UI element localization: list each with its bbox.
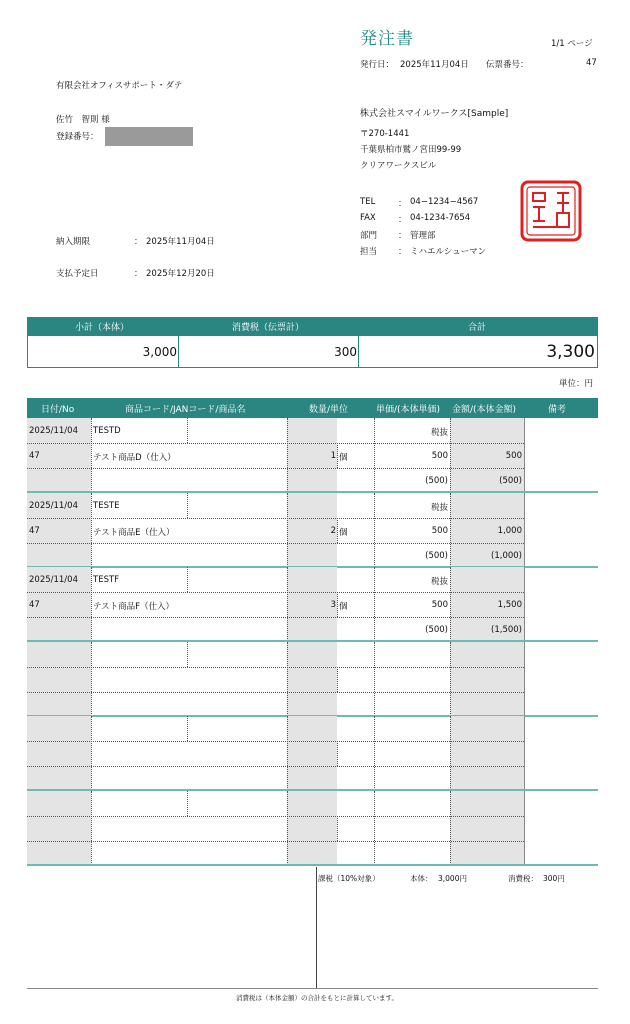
column-divider xyxy=(287,716,288,790)
item-tax-kind: 税抜 xyxy=(430,502,448,513)
item-unit: 個 xyxy=(339,602,348,612)
staff-label: 担当 xyxy=(360,247,378,257)
column-divider xyxy=(450,791,451,865)
recipient-person: 佐竹 智則 様 xyxy=(56,115,110,125)
tel-sep: ： xyxy=(398,199,407,209)
item-code: TESTE xyxy=(93,500,120,511)
column-divider xyxy=(187,716,188,741)
subtotal-label: 小計（本体） xyxy=(75,323,130,333)
tel-label: TEL xyxy=(360,197,376,207)
item-quantity: 2 xyxy=(330,525,336,536)
item-unit-price: 500 xyxy=(431,525,448,536)
column-divider xyxy=(337,518,338,543)
tax-amount-label: 消費税： xyxy=(508,874,538,883)
tax-amount-value: 300円 xyxy=(543,874,565,883)
column-divider xyxy=(374,418,375,492)
column-divider xyxy=(91,716,92,790)
column-divider xyxy=(287,418,288,492)
delivery-deadline-label: 納入期限 xyxy=(56,237,91,247)
column-divider xyxy=(374,567,375,641)
sender-address-1: 千葉県柏市鷲ノ宮田99-99 xyxy=(360,145,462,155)
column-divider xyxy=(187,642,188,667)
item-base-amount: (1,500) xyxy=(491,625,522,635)
gray-column-date xyxy=(27,791,91,865)
column-divider xyxy=(287,791,288,865)
item-base-price: (500) xyxy=(425,550,448,561)
column-divider xyxy=(91,567,92,641)
column-divider xyxy=(287,642,288,716)
slip-number: 47 xyxy=(586,58,597,68)
column-divider xyxy=(287,493,288,567)
issue-date: 2025年11月04日 xyxy=(400,60,469,70)
delivery-deadline: 2025年11月04日 xyxy=(146,237,215,247)
col-remarks: 備考 xyxy=(548,405,567,415)
gray-column-qty xyxy=(287,791,337,865)
col-unit-price: 単価/(本体単価) xyxy=(376,405,441,415)
item-base-amount: (1,000) xyxy=(491,550,522,561)
column-divider xyxy=(524,791,525,865)
fax-label: FAX xyxy=(360,213,376,223)
column-divider xyxy=(91,642,92,716)
col-qty-unit: 数量/単位 xyxy=(309,405,349,415)
column-divider xyxy=(374,642,375,716)
tax-total-value: 300 xyxy=(334,345,357,359)
col-product: 商品コード/JANコード/商品名 xyxy=(125,405,246,415)
column-divider xyxy=(337,443,338,468)
item-name: テスト商品F（仕入） xyxy=(93,602,175,612)
column-divider xyxy=(187,493,188,518)
slip-number-label: 伝票番号： xyxy=(486,60,529,70)
subtotal-value: 3,000 xyxy=(142,345,177,359)
dept-label: 部門 xyxy=(360,231,378,241)
item-unit-price: 500 xyxy=(431,600,448,610)
item-number: 47 xyxy=(29,600,40,610)
item-code: TESTF xyxy=(93,575,120,585)
payment-date: 2025年12月20日 xyxy=(146,269,215,279)
item-base-price: (500) xyxy=(425,625,448,635)
column-divider xyxy=(524,642,525,716)
item-amount: 1,000 xyxy=(497,525,522,536)
dept-name: 管理部 xyxy=(410,231,436,241)
column-divider xyxy=(187,418,188,443)
item-amount: 1,500 xyxy=(497,600,522,610)
column-divider xyxy=(524,418,525,492)
gray-column-amount xyxy=(450,716,524,790)
document-title: 発注書 xyxy=(360,29,414,49)
staff-sep: ： xyxy=(398,247,407,257)
column-divider xyxy=(374,791,375,865)
payment-date-label: 支払予定日 xyxy=(56,269,99,279)
item-name: テスト商品D（仕入） xyxy=(93,453,176,463)
item-number: 47 xyxy=(29,525,40,536)
page-indicator: 1/1 ページ xyxy=(551,39,593,49)
issue-date-label: 発行日： xyxy=(360,60,395,70)
items-table-header xyxy=(27,398,598,418)
item-date: 2025/11/04 xyxy=(29,575,78,585)
fax-sep: ： xyxy=(398,215,407,225)
item-quantity: 3 xyxy=(330,600,336,610)
item-quantity: 1 xyxy=(330,451,336,461)
footer-note: 消費税は（本体金額）の合計をもとに計算しています。 xyxy=(236,994,398,1002)
column-divider xyxy=(337,592,338,617)
column-divider xyxy=(450,418,451,492)
column-divider xyxy=(524,567,525,641)
item-date: 2025/11/04 xyxy=(29,500,78,511)
tax-breakdown-label: 課税（10%対象） xyxy=(318,874,380,883)
registration-label: 登録番号： xyxy=(56,132,99,142)
item-amount: 500 xyxy=(505,451,522,461)
column-divider xyxy=(337,667,338,692)
column-divider xyxy=(337,816,338,841)
company-seal-stamp xyxy=(519,179,583,243)
grand-total-label: 合計 xyxy=(468,323,487,333)
item-unit: 個 xyxy=(339,453,348,463)
column-divider xyxy=(91,418,92,492)
group-divider xyxy=(27,864,598,866)
gray-column-amount xyxy=(450,791,524,865)
tax-total-label: 消費税（伝票計） xyxy=(232,323,305,333)
sender-company: 株式会社スマイルワークス[Sample] xyxy=(360,109,509,119)
column-divider xyxy=(524,716,525,790)
staff-name: ミハエルシューマン xyxy=(410,247,487,257)
gray-column-qty xyxy=(287,716,337,790)
item-number: 47 xyxy=(29,451,40,461)
tax-base-value: 3,000円 xyxy=(438,874,467,883)
delivery-sep: ： xyxy=(134,237,143,247)
item-date: 2025/11/04 xyxy=(29,426,78,436)
column-divider xyxy=(287,567,288,641)
gray-column-qty xyxy=(287,642,337,716)
column-divider xyxy=(374,716,375,790)
column-divider xyxy=(524,493,525,567)
gray-column-amount xyxy=(450,642,524,716)
tax-base-label: 本体： xyxy=(410,874,433,883)
column-divider xyxy=(450,642,451,716)
item-tax-kind: 税抜 xyxy=(430,428,448,438)
column-divider xyxy=(187,791,188,816)
grand-total-value: 3,300 xyxy=(546,342,595,362)
item-base-amount: (500) xyxy=(499,476,522,486)
col-date-no: 日付/No xyxy=(41,405,75,415)
gray-column-date xyxy=(27,642,91,716)
sender-zip: 〒270-1441 xyxy=(360,129,410,139)
summary-values xyxy=(27,336,598,368)
item-name: テスト商品E（仕入） xyxy=(93,527,175,538)
footer-rule xyxy=(27,988,598,989)
item-base-price: (500) xyxy=(425,476,448,486)
column-divider xyxy=(91,493,92,567)
column-divider xyxy=(450,493,451,567)
gray-column-qty xyxy=(287,493,337,567)
sender-address-2: クリアワークスビル xyxy=(360,161,437,171)
column-divider xyxy=(450,716,451,790)
dept-sep: ： xyxy=(398,231,407,241)
item-unit-price: 500 xyxy=(431,451,448,461)
gray-column-qty xyxy=(287,418,337,492)
gray-column-qty xyxy=(287,567,337,641)
item-code: TESTD xyxy=(93,426,121,436)
breakdown-divider xyxy=(316,867,317,988)
redacted-registration-number xyxy=(105,127,193,146)
summary-header xyxy=(27,317,598,336)
column-divider xyxy=(450,567,451,641)
tel-number: 04−1234−4567 xyxy=(410,197,479,207)
col-amount: 金額/(本体金額) xyxy=(452,405,517,415)
column-divider xyxy=(187,567,188,592)
item-tax-kind: 税抜 xyxy=(430,577,448,587)
gray-column-date xyxy=(27,716,91,790)
column-divider xyxy=(374,493,375,567)
currency-unit: 単位：円 xyxy=(559,379,594,389)
item-unit: 個 xyxy=(339,527,348,538)
column-divider xyxy=(91,791,92,865)
recipient-company: 有限会社オフィスサポート・ダテ xyxy=(56,81,183,91)
fax-number: 04-1234-7654 xyxy=(410,213,471,223)
column-divider xyxy=(337,741,338,766)
payment-sep: ： xyxy=(134,269,143,279)
